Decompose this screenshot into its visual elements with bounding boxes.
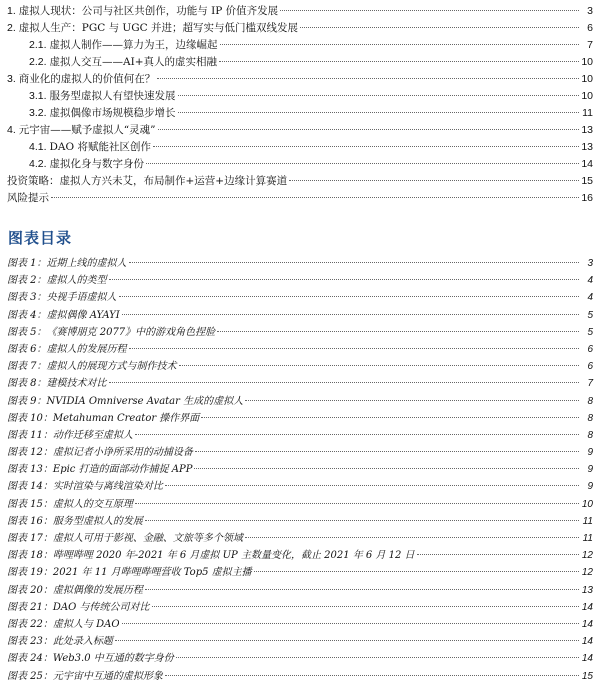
figure-entry[interactable]: [7, 668, 593, 685]
figure-entry-title: 图表 19：2021 年 11 月哔哩哔哩营收 Top5 虚拟主播: [7, 567, 252, 579]
toc-entry-number: 2.: [7, 22, 16, 34]
toc-entry-title: 风险提示: [7, 192, 49, 204]
figure-entry-title: 图表 13：Epic 打造的面部动作捕捉 APP: [7, 464, 193, 476]
toc-entry-title: 服务型虚拟人有望快速发展: [49, 90, 176, 102]
figure-entry-page: 14: [581, 601, 593, 613]
figure-entry-page: 13: [581, 584, 593, 596]
figure-entry-page: 15: [581, 670, 593, 682]
toc-entry-page: 11: [582, 107, 593, 119]
toc-entry-title: 虚拟人制作——算力为王，边缘崛起: [49, 39, 218, 51]
toc-entry[interactable]: [7, 20, 593, 37]
dot-leader: [119, 296, 579, 297]
dot-leader: [300, 27, 579, 28]
toc-entry[interactable]: [7, 37, 593, 54]
toc-entry[interactable]: [7, 3, 593, 20]
figure-entry-page: 10: [581, 498, 593, 510]
figure-entry-title: 图表 25：元宇宙中互通的虚拟形象: [7, 670, 163, 682]
dot-leader: [254, 571, 579, 572]
toc-entry-title: 虚拟偶像市场规模稳步增长: [49, 107, 176, 119]
figure-entry-title: 图表 11：动作迁移至虚拟人: [7, 429, 133, 441]
toc-entry-title: 虚拟人生产：PGC 与 UGC 并进；超写实与低门槛双线发展: [18, 22, 299, 34]
figure-entry[interactable]: [7, 513, 593, 530]
figure-entry[interactable]: [7, 496, 593, 513]
dot-leader: [135, 434, 579, 435]
toc-entry-title: 投资策略：虚拟人方兴未艾，布局制作+运营+边缘计算赛道: [7, 175, 288, 187]
dot-leader: [201, 417, 579, 418]
dot-leader: [417, 554, 579, 555]
figure-entry-page: 7: [587, 378, 593, 390]
figure-entry-title: 图表 21：DAO 与传统公司对比: [7, 601, 150, 613]
figure-entry-title: 图表 10：Metahuman Creator 操作界面: [7, 412, 200, 424]
figures-section-title: 图表目录: [8, 229, 73, 247]
figure-entry[interactable]: [7, 255, 593, 272]
dot-leader: [122, 623, 579, 624]
figure-entry[interactable]: [7, 358, 593, 375]
figure-entry-page: 14: [581, 636, 593, 648]
toc-entry-page: 10: [581, 90, 593, 102]
figure-entry[interactable]: [7, 599, 593, 616]
figure-entry[interactable]: [7, 650, 593, 667]
dot-leader: [109, 382, 579, 383]
toc-entry-title: 虚拟人交互——AI+真人的虚实相融: [49, 56, 218, 68]
figure-entry-page: 5: [587, 309, 593, 321]
toc-entry[interactable]: [7, 139, 593, 156]
toc-entry-number: 3.2.: [29, 107, 47, 119]
toc-entry-page: 10: [581, 73, 593, 85]
figure-entry[interactable]: [7, 410, 593, 427]
dot-leader: [122, 314, 579, 315]
figure-entry-title: 图表 8：建模技术对比: [7, 378, 107, 390]
figure-entry-title: 图表 4：虚拟偶像 AYAYI: [7, 309, 120, 321]
figure-entry[interactable]: [7, 444, 593, 461]
figure-entry-page: 9: [587, 481, 593, 493]
toc-entry-title: 元宇宙——赋予虚拟人“灵魂”: [18, 124, 156, 136]
figure-entry-page: 8: [587, 429, 593, 441]
toc-entry-page: 14: [581, 158, 593, 170]
figure-entry-page: 12: [581, 550, 593, 562]
dot-leader: [129, 262, 579, 263]
dot-leader: [145, 520, 579, 521]
figure-entry-title: 图表 5：《赛博朋克 2077》中的游戏角色捏脸: [7, 326, 216, 338]
toc-entry-number: 4.1.: [29, 141, 47, 153]
figure-entry-title: 图表 20：虚拟偶像的发展历程: [7, 584, 143, 596]
figure-entry-title: 图表 17：虚拟人可用于影视、金融、文旅等多个领域: [7, 533, 243, 544]
figure-entry-title: 图表 23：此处录入标题: [7, 636, 113, 648]
figure-entry-page: 3: [587, 258, 593, 269]
toc-entry-title: 商业化的虚拟人的价值何在？: [18, 73, 156, 85]
toc-entry[interactable]: [7, 88, 593, 105]
toc-entry-page: 6: [587, 22, 593, 34]
dot-leader: [219, 61, 579, 62]
toc-entry[interactable]: [7, 190, 593, 207]
figure-entry-title: 图表 2：虚拟人的类型: [7, 275, 107, 287]
dot-leader: [194, 468, 579, 469]
figure-entry[interactable]: [7, 341, 593, 358]
dot-leader: [109, 279, 579, 280]
dot-leader: [165, 675, 579, 676]
figure-entry-page: 4: [587, 292, 593, 304]
toc-entry-number: 3.1.: [29, 90, 47, 102]
figure-entry-page: 4: [587, 275, 593, 287]
toc-entry-page: 15: [581, 175, 593, 187]
figure-entry-title: 图表 1：近期上线的虚拟人: [7, 258, 127, 269]
toc-entry-number: 4.2.: [29, 158, 47, 170]
dot-leader: [289, 180, 579, 181]
figure-entry[interactable]: [7, 633, 593, 650]
dot-leader: [220, 44, 579, 45]
figure-entry[interactable]: [7, 547, 593, 564]
toc-entry-title: DAO 将赋能社区创作: [49, 141, 151, 153]
figure-entry[interactable]: [7, 375, 593, 392]
toc-entry-page: 10: [581, 56, 593, 68]
figure-entry-title: 图表 18：哔哩哔哩 2020 年-2021 年 6 月虚拟 UP 主数量变化，截止 2021 年 6 月 12 日: [7, 550, 415, 562]
figure-entry-title: 图表 3：央视手语虚拟人: [7, 292, 117, 304]
toc-entry-page: 13: [581, 124, 593, 136]
toc-entry-page: 13: [581, 141, 593, 153]
toc-entry-number: 3.: [7, 73, 16, 85]
toc-entry-title: 虚拟化身与数字身份: [49, 158, 145, 170]
dot-leader: [178, 95, 579, 96]
dot-leader: [157, 78, 579, 79]
figure-entry[interactable]: [7, 393, 593, 410]
dot-leader: [179, 365, 579, 366]
figure-entry-page: 14: [581, 653, 593, 665]
figure-entry-page: 11: [582, 515, 593, 527]
figure-entry-title: 图表 16：服务型虚拟人的发展: [7, 515, 143, 527]
figure-entry-page: 11: [582, 533, 593, 544]
toc-entry-title: 虚拟人现状：公司与社区共创作，功能与 IP 价值齐发展: [18, 5, 279, 17]
figure-entry-title: 图表 7：虚拟人的展现方式与制作技术: [7, 361, 177, 373]
figure-entry-title: 图表 22：虚拟人与 DAO: [7, 618, 120, 630]
figure-entry-page: 8: [587, 395, 593, 407]
figure-entry-page: 9: [587, 464, 593, 476]
dot-leader: [245, 537, 579, 538]
figure-entry[interactable]: [7, 530, 593, 547]
dot-leader: [146, 163, 579, 164]
figure-entry[interactable]: [7, 461, 593, 478]
dot-leader: [245, 400, 579, 401]
dot-leader: [280, 10, 579, 11]
dot-leader: [176, 657, 579, 658]
dot-leader: [158, 129, 579, 130]
figure-entry-page: 5: [587, 326, 593, 338]
dot-leader: [178, 112, 579, 113]
figure-entry[interactable]: [7, 616, 593, 633]
figure-entry[interactable]: [7, 324, 593, 341]
dot-leader: [115, 640, 579, 641]
toc-entry[interactable]: [7, 71, 593, 88]
figure-entry[interactable]: [7, 289, 593, 306]
figure-entry-page: 9: [587, 447, 593, 459]
toc-entry-number: 4.: [7, 124, 16, 136]
toc-entry-page: 7: [587, 39, 593, 51]
toc-entry[interactable]: [7, 122, 593, 139]
toc-entry-number: 1.: [7, 5, 16, 17]
dot-leader: [51, 197, 579, 198]
toc-entry-page: 3: [587, 5, 593, 17]
toc-entry-page: 16: [581, 192, 593, 204]
list-of-figures: [7, 255, 593, 685]
dot-leader: [165, 485, 579, 486]
figure-entry-title: 图表 12：虚拟记者小诤所采用的动捕设备: [7, 447, 193, 459]
figure-entry[interactable]: [7, 564, 593, 581]
figure-entry-title: 图表 14：实时渲染与离线渲染对比: [7, 481, 163, 493]
figure-entry-page: 6: [587, 343, 593, 355]
dot-leader: [153, 146, 579, 147]
dot-leader: [145, 589, 579, 590]
figure-entry[interactable]: [7, 307, 593, 324]
dot-leader: [152, 606, 579, 607]
dot-leader: [195, 451, 579, 452]
figure-entry-page: 14: [581, 618, 593, 630]
figure-entry-title: 图表 15：虚拟人的交互原理: [7, 498, 133, 510]
dot-leader: [217, 331, 579, 332]
figure-entry-title: 图表 6：虚拟人的发展历程: [7, 343, 127, 355]
figure-entry[interactable]: [7, 427, 593, 444]
figure-entry-title: 图表 9：NVIDIA Omniverse Avatar 生成的虚拟人: [7, 395, 244, 407]
toc-entry[interactable]: [7, 105, 593, 122]
figure-entry[interactable]: [7, 582, 593, 599]
figure-entry[interactable]: [7, 272, 593, 289]
figure-entry-title: 图表 24：Web3.0 中互通的数字身份: [7, 653, 174, 665]
toc-entry[interactable]: [7, 173, 593, 190]
figure-entry-page: 12: [581, 567, 593, 579]
toc-entry-number: 2.1.: [29, 39, 47, 51]
table-of-contents: [7, 3, 593, 207]
dot-leader: [129, 348, 579, 349]
dot-leader: [135, 503, 579, 504]
toc-entry-number: 2.2.: [29, 56, 47, 68]
toc-entry[interactable]: [7, 156, 593, 173]
toc-entry[interactable]: [7, 54, 593, 71]
figure-entry-page: 6: [587, 361, 593, 373]
figure-entry[interactable]: [7, 478, 593, 495]
figure-entry-page: 8: [587, 412, 593, 424]
